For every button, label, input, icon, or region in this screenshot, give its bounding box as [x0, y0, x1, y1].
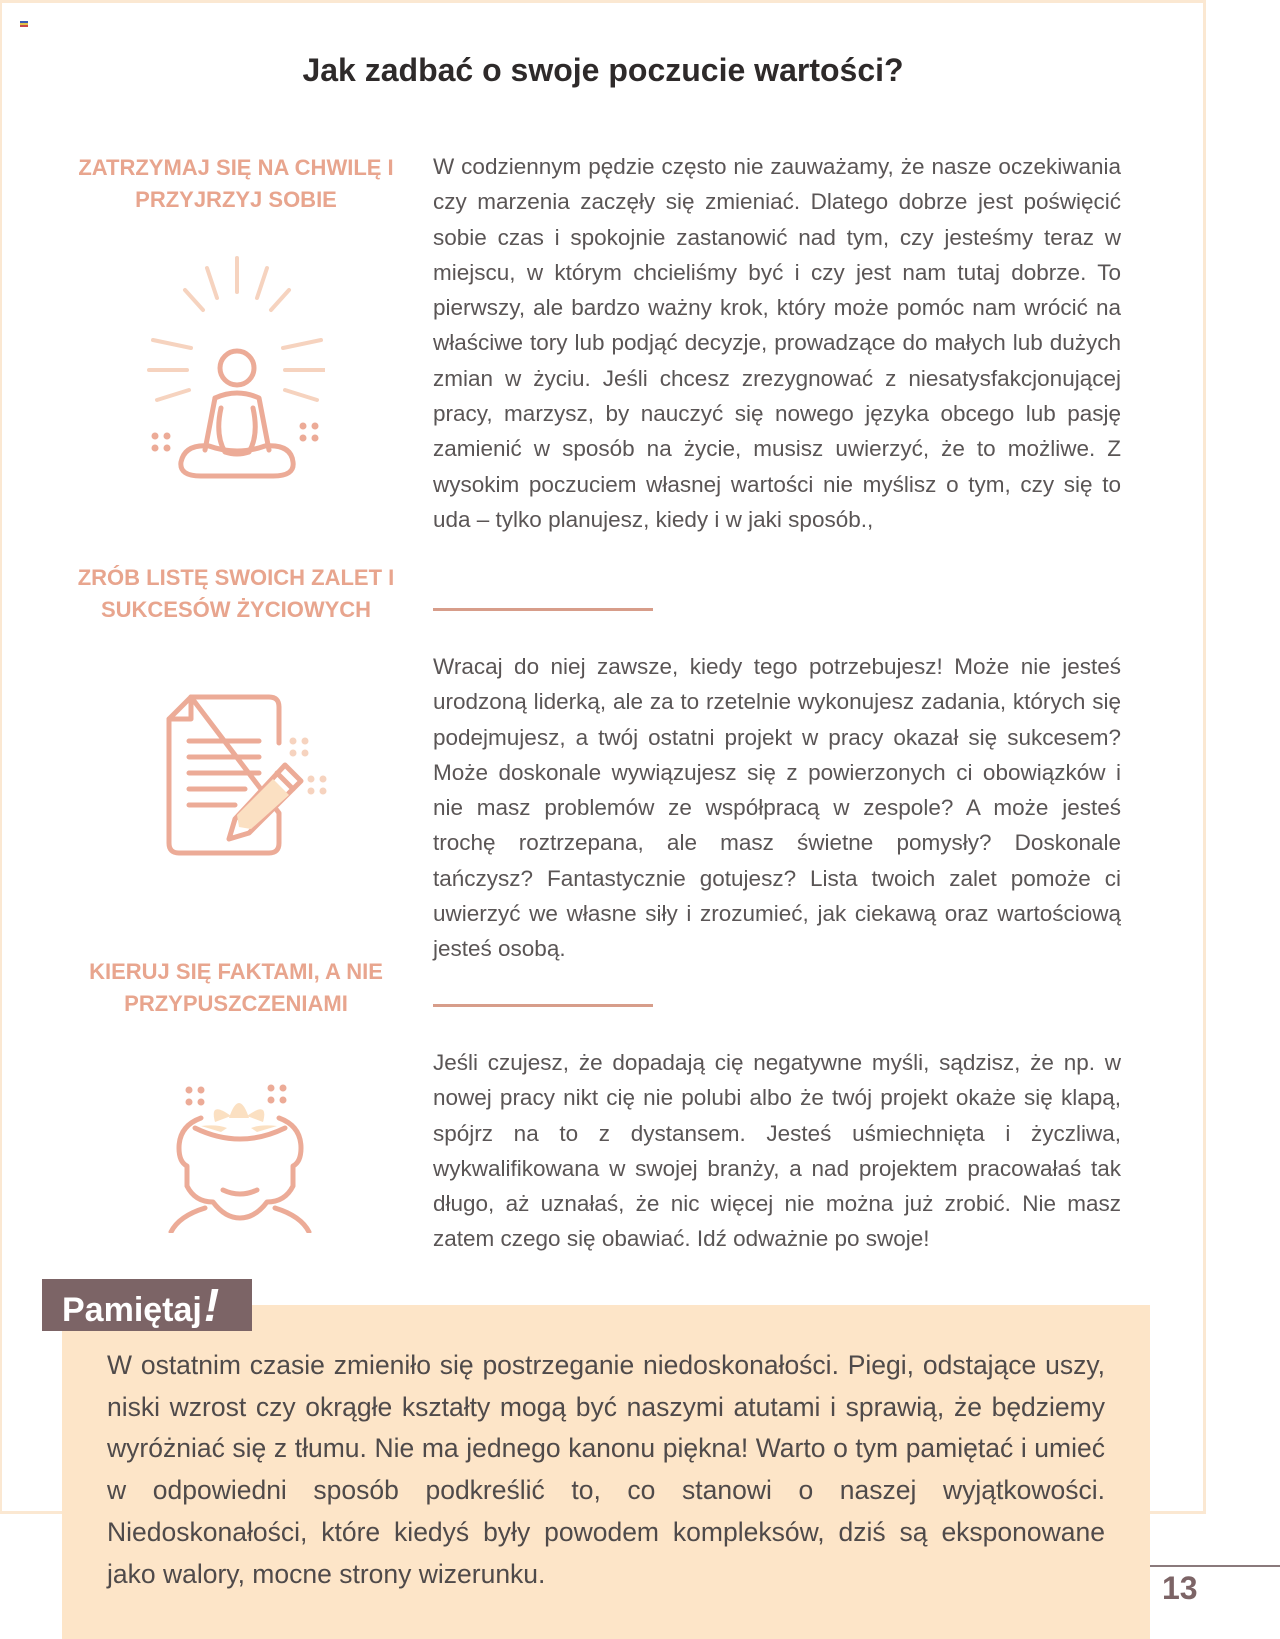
remember-label: Pamiętaj	[62, 1291, 202, 1329]
meditation-icon	[145, 250, 325, 485]
flag-icon	[20, 21, 28, 27]
tip-heading-facts: KIERUJ SIĘ FAKTAMI, A NIE PRZYPUSZCZENIAMI	[89, 959, 383, 1016]
remember-text: W ostatnim czasie zmieniło się postrzeganie niedoskonałości. Piegi, odstające uszy, niski wzrost czy okrągłe kształty mogą być naszymi atutami i sprawią, że będziemy wyróżniać się z tłumu. Nie ma jednego kanonu piękna! Warto o tym pamiętać i umieć w odpowiedni sposób podkreślić to, co stanowi o naszej wyjątkowości. Niedoskonałości, które kiedyś były powodem kompleksów, dziś są eksponowane jako walory, mocne strony wizerunku.	[107, 1350, 1105, 1589]
exclamation-mark: !	[203, 1279, 220, 1331]
page-title: Jak zadbać o swoje poczucie wartości?	[302, 52, 904, 88]
tip-heading-strengths: ZRÓB LISTĘ SWOICH ZALET I SUKCESÓW ŻYCIOWYCH	[77, 565, 395, 622]
section-divider	[433, 1004, 653, 1007]
paragraph-reflect: W codziennym pędzie często nie zauważamy, że nasze oczekiwania czy marzenia zaczęły się zmieniać. Dlatego dobrze jest poświęcić sobie czas i spokojnie zastanowić nad tym, czy jesteśmy teraz w miejscu, w którym chcieliśmy być i czy jest nam tutaj dobrze. To pierwszy, ale bardzo ważny krok, który może pomóc nam wrócić na właściwe tory lub podjąć decyzje, prowadzące do małych lub dużych zmian w życiu. Jeśli chcesz zrezygnować z niesatysfakcjonującej pracy, marzysz, by nauczyć się nowego języka obcego lub pasję zamienić w sposób na życie, musisz uwierzyć, że to możliwe. Z wysokim poczuciem własnej wartości nie myślisz o tym, czy się to uda – tylko planujesz, kiedy i w jaki sposób.,	[433, 154, 1121, 532]
section-divider	[433, 608, 653, 611]
page-number: 13	[1162, 1570, 1198, 1606]
page-number-rule	[1150, 1565, 1280, 1567]
remember-tag	[42, 1279, 252, 1331]
paragraph-facts: Jeśli czujesz, że dopadają cię negatywne myśli, sądzisz, że np. w nowej pracy nikt cię nie polubi albo że twój projekt okaże się klapą, spójrz na to z dystansem. Jesteś uśmiechnięta i życzliwa, wykwalifikowana w swojej branży, a nad projektem pracowałaś tak długo, aż uznałaś, że nic więcej nie można już zrobić. Nie masz zatem czego się obawiać. Idź odważnie po swoje!	[433, 1050, 1121, 1252]
tip-heading-reflect: ZATRZYMAJ SIĘ NA CHWILĘ I PRZYJRZYJ SOBIE	[78, 155, 394, 212]
mind-lotus-icon	[165, 1078, 315, 1233]
document-pencil-icon	[165, 693, 330, 858]
paragraph-strengths: Wracaj do niej zawsze, kiedy tego potrzebujesz! Może nie jesteś urodzoną liderką, ale za to rzetelnie wykonujesz zadania, których się podejmujesz, a twój ostatni projekt w pracy okazał się sukcesem? Może doskonale wywiązujesz się z powierzonych ci obowiązków i nie masz problemów ze współpracą w zespole? A może jesteś trochę roztrzepana, ale masz świetne pomysły? Doskonale tańczysz? Fantastycznie gotujesz? Lista twoich zalet pomoże ci uwierzyć we własne siły i zrozumieć, jak ciekawą oraz wartościową jesteś osobą.	[433, 654, 1121, 962]
